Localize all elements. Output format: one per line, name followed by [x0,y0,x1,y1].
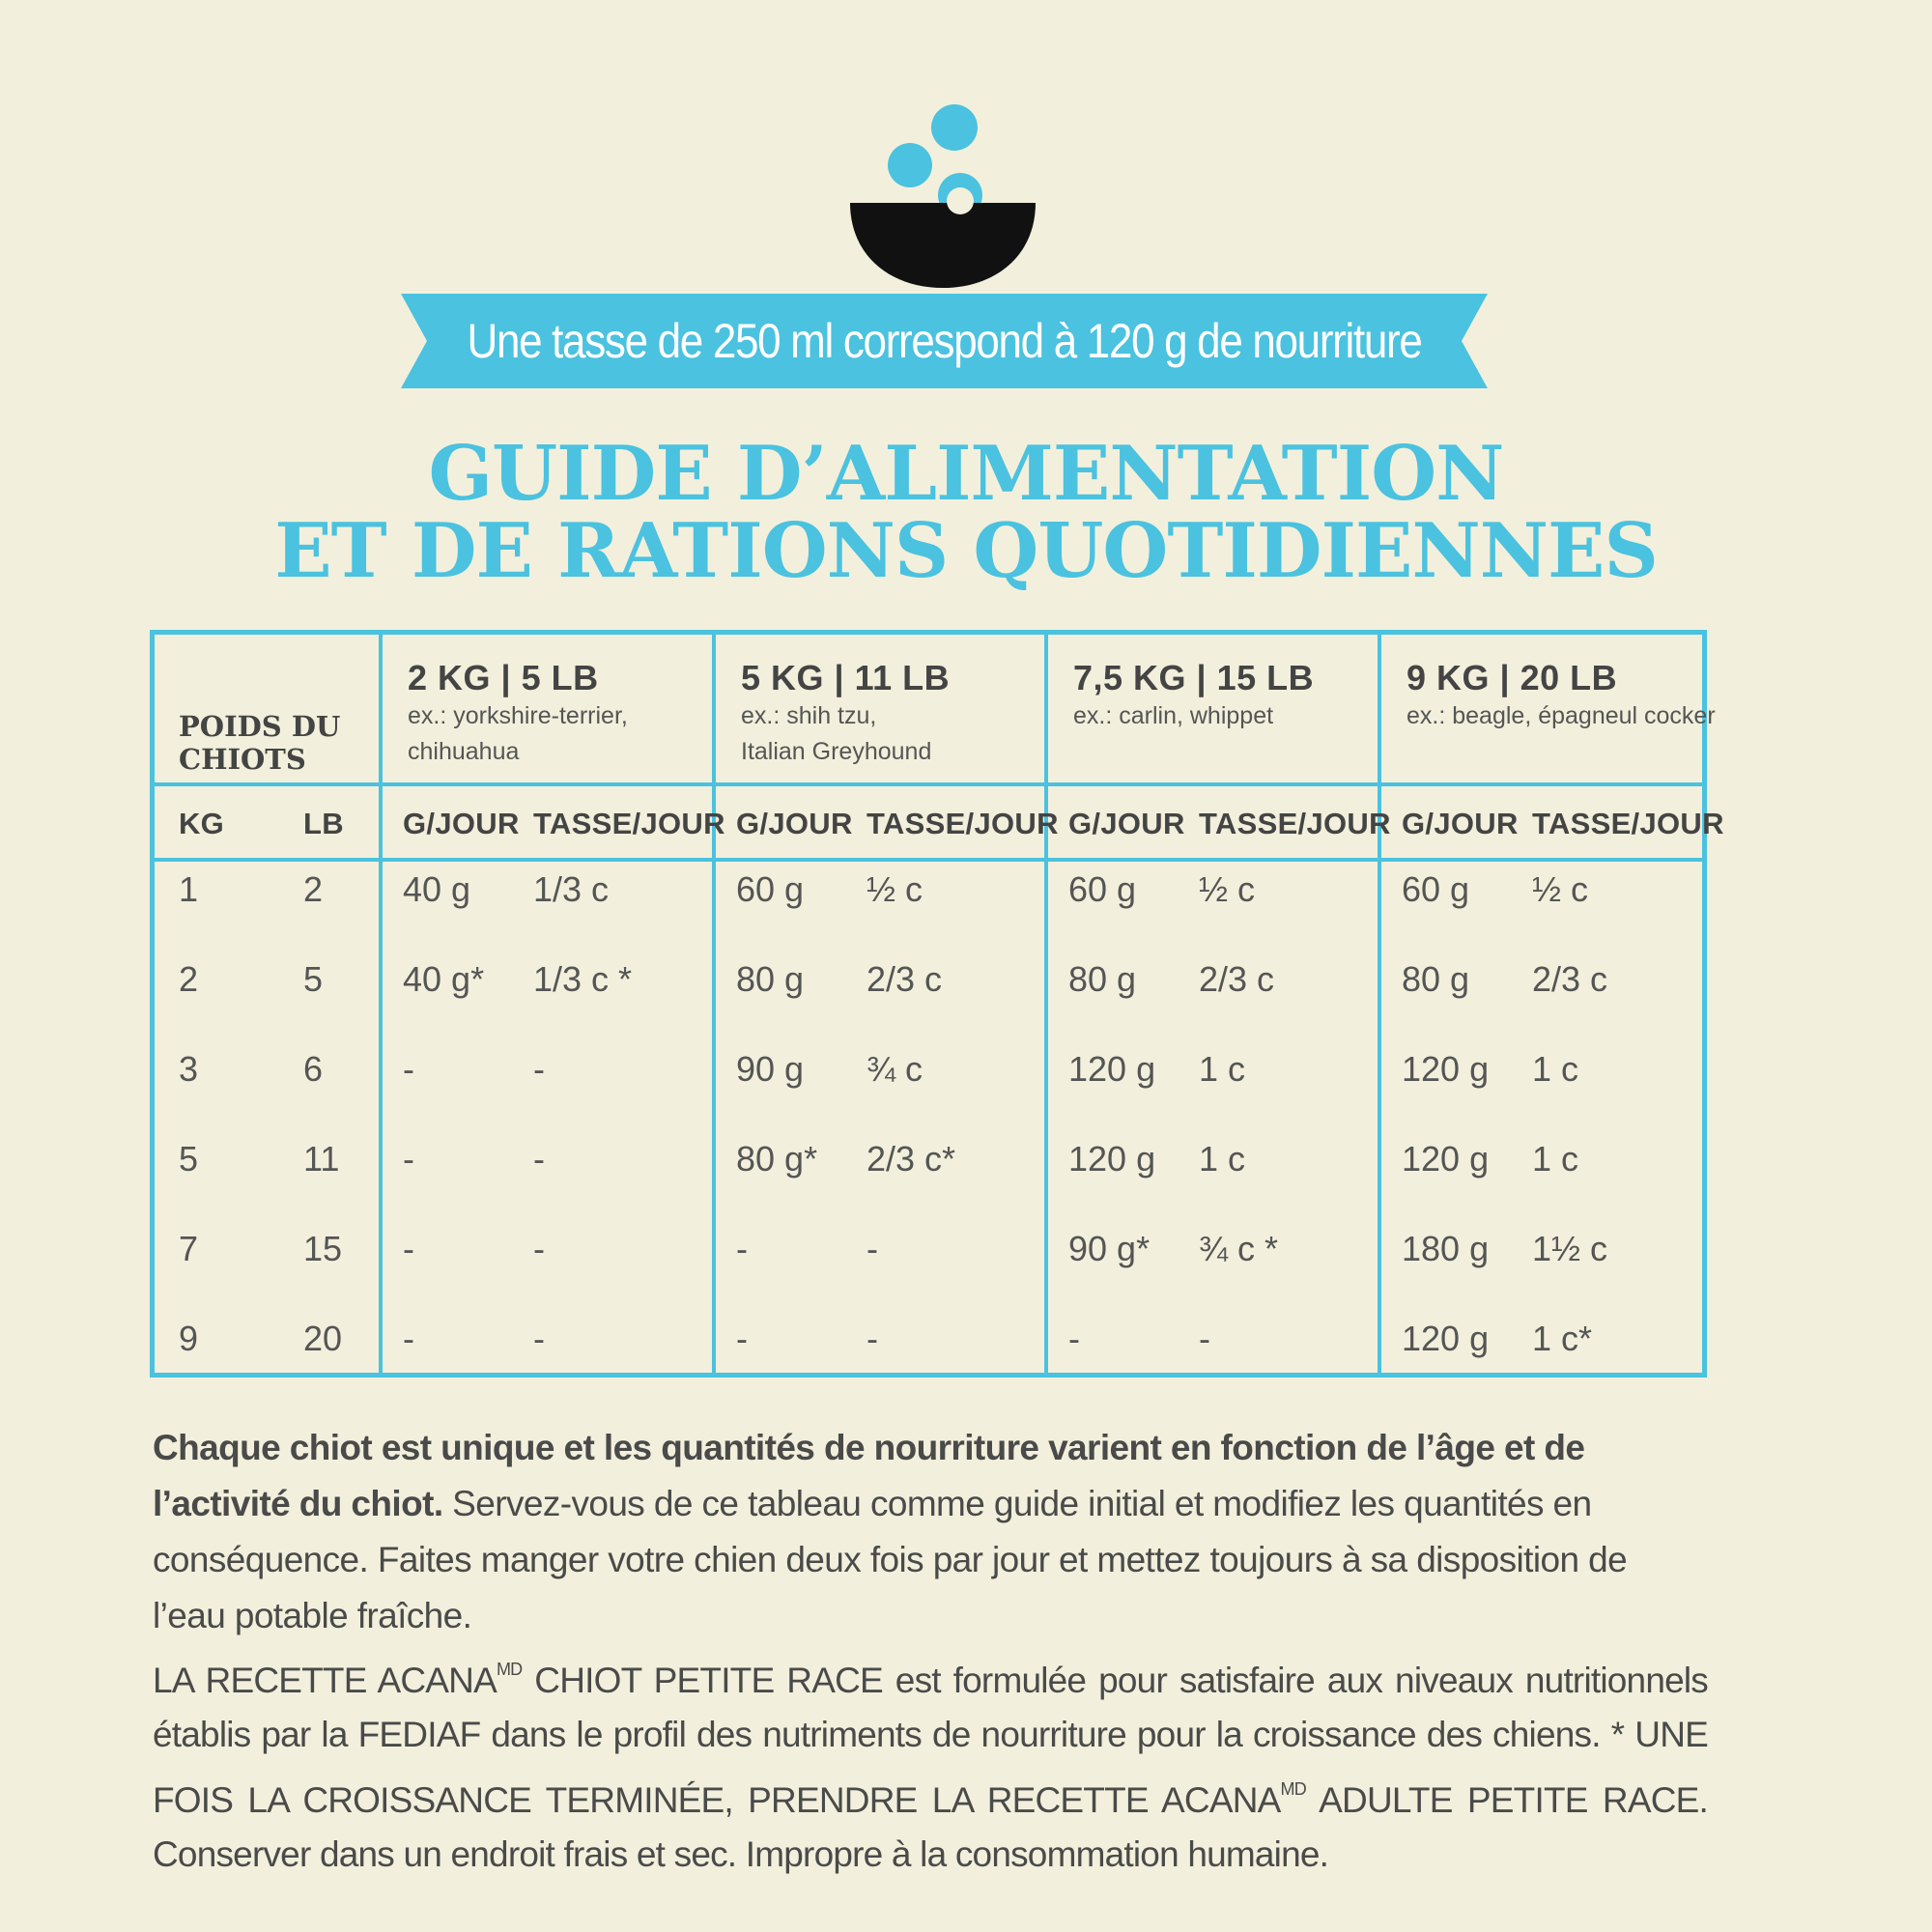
banner-text: Une tasse de 250 ml correspond à 120 g de nourriture [467,314,1422,368]
lb-value: 15 [303,1229,343,1268]
cups-per-day-header: TASSE/JOUR [1532,807,1724,840]
portion-banner [401,290,1488,392]
feeding-notes-bold: Chaque chiot est unique et les quantités de nourriture varient en fonction de l’âge et de l’activité du chiot. [153,1428,1585,1523]
kg-value: 7 [179,1229,199,1268]
cups-per-day-value: 2/3 c* [867,1139,956,1179]
subheader-divider [155,858,1702,862]
kg-value: 1 [179,869,199,909]
trademark-mark: MD [496,1660,523,1679]
cups-per-day-value: 2/3 c [1532,959,1608,999]
breed-example: ex.: yorkshire-terrier, [408,702,628,729]
column-divider [379,635,383,1373]
puppy-weight-label: POIDS DU CHIOTS [179,710,341,776]
cups-per-day-value: 2/3 c [1199,959,1275,999]
weight-group-header: 9 KG | 20 LB [1406,658,1618,697]
lb-value: 20 [303,1319,343,1358]
weight-group-header: 2 KG | 5 LB [408,658,599,697]
feeding-table [150,630,1724,1378]
grams-per-day-value: 120 g [1068,1049,1156,1089]
grams-per-day-value: 40 g* [403,959,485,999]
lb-value: 5 [303,959,324,999]
cups-per-day-value: - [533,1049,545,1089]
grams-per-day-value: 90 g [736,1049,805,1089]
cups-per-day-value: 1 c [1199,1139,1246,1179]
kg-value: 9 [179,1319,199,1358]
cups-per-day-value: 1/3 c * [533,959,633,999]
grams-per-day-value: 40 g [403,869,471,909]
cups-per-day-value: 1 c* [1532,1319,1593,1358]
cups-per-day-value: ¾ c [867,1049,923,1089]
kg-value: 5 [179,1139,199,1179]
cups-per-day-value: 1 c [1532,1049,1579,1089]
lb-column-header: LB [303,807,344,840]
column-divider [712,635,716,1373]
grams-per-day-value: 60 g [736,869,805,909]
weight-group-header: 5 KG | 11 LB [741,658,951,697]
disclaimer-part-1: LA RECETTE ACANA [153,1661,497,1700]
cups-per-day-value: - [533,1229,545,1268]
cups-per-day-value: - [867,1229,878,1268]
grams-per-day-value: 80 g [1402,959,1470,999]
grams-per-day-value: - [403,1229,414,1268]
lb-value: 2 [303,869,324,909]
weight-group-header: 7,5 KG | 15 LB [1073,658,1315,697]
recipe-disclaimer [153,1642,1708,1882]
page-title-line-2: ET DE RATIONS QUOTIDIENNES [274,507,1658,595]
grams-per-day-value: 80 g [736,959,805,999]
cups-per-day-value: - [1199,1319,1210,1358]
grams-per-day-value: 80 g* [736,1139,818,1179]
grams-per-day-header: G/JOUR [736,807,853,840]
grams-per-day-value: 120 g [1402,1139,1490,1179]
grams-per-day-value: 120 g [1402,1319,1490,1358]
kg-column-header: KG [179,807,225,840]
grams-per-day-value: 120 g [1068,1139,1156,1179]
disclaimer-part-2: CHIOT PETITE RACE est formulée pour satisfaire aux niveaux nutritionnels établis par la FEDIAF dans le profil des nutriments de nourriture pour la croissance des chiens. * UNE FOIS LA CROISSANCE TERMINÉE, PRENDRE LA RECETTE ACANA [153,1661,1708,1820]
cups-per-day-value: - [867,1319,878,1358]
grams-per-day-value: 60 g [1402,869,1470,909]
breed-example: Italian Greyhound [741,738,932,765]
cups-per-day-value: - [533,1139,545,1179]
grams-per-day-header: G/JOUR [403,807,520,840]
breed-example: ex.: carlin, whippet [1073,702,1274,729]
feeding-notes [153,1420,1708,1644]
cups-per-day-value: 1 c [1532,1139,1579,1179]
cups-per-day-value: - [533,1319,545,1358]
grams-per-day-value: 90 g* [1068,1229,1151,1268]
cups-per-day-value: ½ c [1532,869,1589,909]
page-title-line-1: GUIDE D’ALIMENTATION [428,430,1504,518]
kg-value: 3 [179,1049,199,1089]
grams-per-day-value: - [736,1229,748,1268]
breed-example: chihuahua [408,738,520,765]
lb-value: 11 [303,1139,340,1179]
cups-per-day-value: 1/3 c [533,869,610,909]
grams-per-day-value: 80 g [1068,959,1137,999]
cups-per-day-header: TASSE/JOUR [533,807,725,840]
cups-per-day-header: TASSE/JOUR [1199,807,1391,840]
disclaimer-part-3: ADULTE PETITE RACE. Conserver dans un endroit frais et sec. Impropre à la consommation humaine. [153,1780,1708,1874]
breed-example: ex.: shih tzu, [741,702,877,729]
column-divider [1378,635,1381,1373]
cups-per-day-value: 1½ c [1532,1229,1608,1268]
cups-per-day-value: ½ c [1199,869,1256,909]
grams-per-day-value: 180 g [1402,1229,1490,1268]
cups-per-day-header: TASSE/JOUR [867,807,1059,840]
lb-value: 6 [303,1049,324,1089]
food-bowl-icon [840,97,1043,295]
grams-per-day-value: 120 g [1402,1049,1490,1089]
cups-per-day-value: ½ c [867,869,923,909]
grams-per-day-value: - [1068,1319,1080,1358]
grams-per-day-value: - [736,1319,748,1358]
column-divider [1044,635,1048,1373]
trademark-mark: MD [1280,1779,1306,1799]
grams-per-day-header: G/JOUR [1068,807,1185,840]
feeding-notes-text: Servez-vous de ce tableau comme guide initial et modifiez les quantités en conséquence. Faites manger votre chien deux fois par jour et mettez toujours à sa disposition de l’eau potable fraîche. [153,1484,1628,1635]
kg-value: 2 [179,959,199,999]
grams-per-day-value: - [403,1049,414,1089]
cups-per-day-value: 2/3 c [867,959,943,999]
cups-per-day-value: ¾ c * [1199,1229,1279,1268]
grams-per-day-value: - [403,1139,414,1179]
grams-per-day-value: - [403,1319,414,1358]
cups-per-day-value: 1 c [1199,1049,1246,1089]
grams-per-day-header: G/JOUR [1402,807,1519,840]
grams-per-day-value: 60 g [1068,869,1137,909]
header-divider [155,782,1702,786]
breed-example: ex.: beagle, épagneul cocker [1406,702,1716,729]
